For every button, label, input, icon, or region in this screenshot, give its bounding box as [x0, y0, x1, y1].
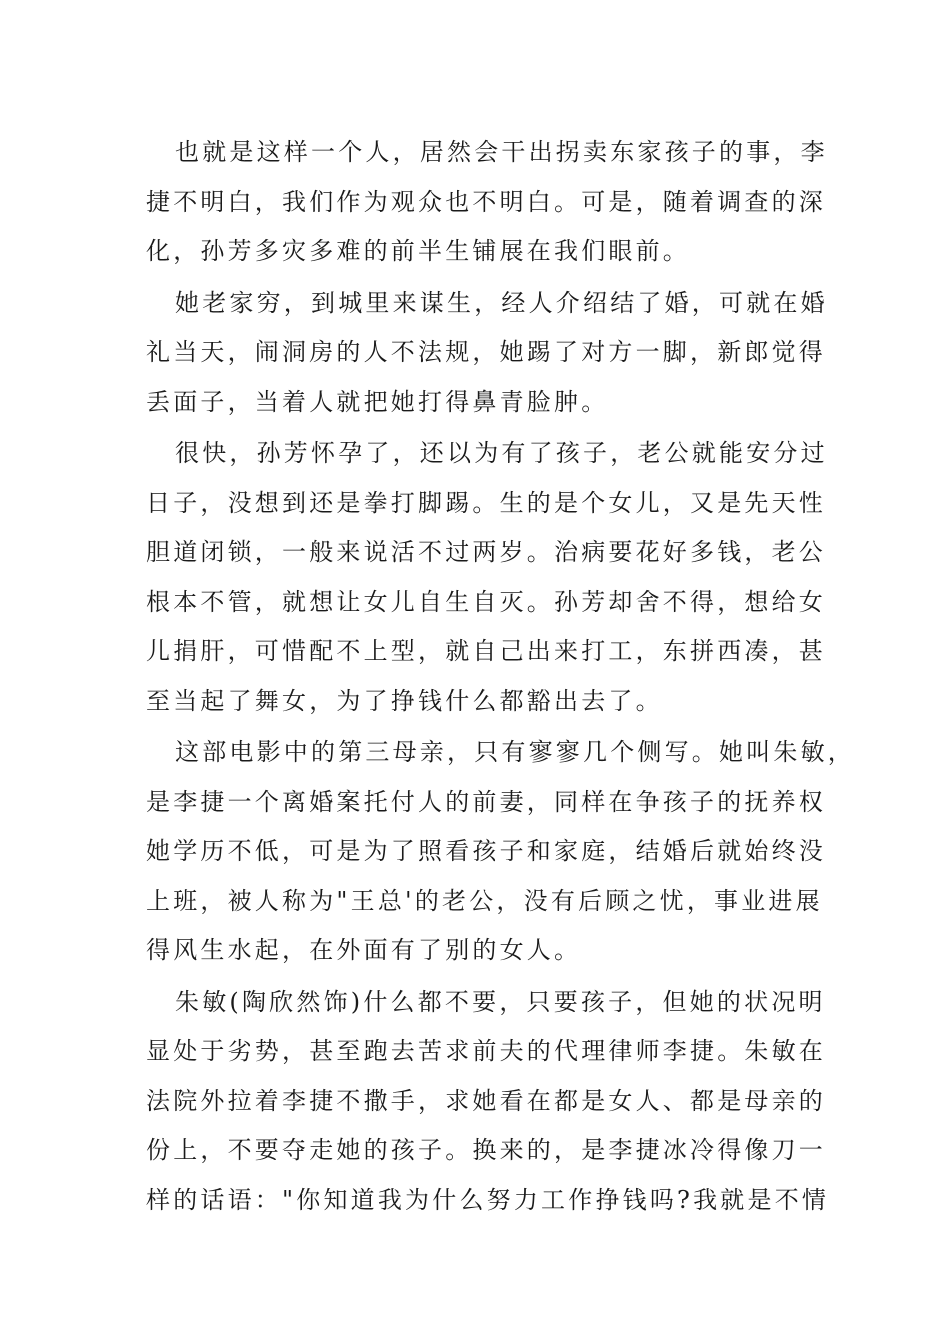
text-line: 胆道闭锁，一般来说活不过两岁。治病要花好多钱，老公	[146, 538, 826, 566]
text-line: 显处于劣势，甚至跑去苦求前夫的代理律师李捷。朱敏在	[146, 1037, 826, 1065]
text-line: 根本不管，就想让女儿自生自灭。孙芳却舍不得，想给女	[146, 587, 826, 616]
text-line: 日子，没想到还是拳打脚踢。生的是个女儿，又是先天性	[146, 488, 826, 517]
paragraph-5	[146, 978, 830, 1226]
text-line: 样的话语："你知道我为什么努力工作挣钱吗?我就是不情	[146, 1185, 830, 1214]
text-line: 很快，孙芳怀孕了，还以为有了孩子，老公就能安分过	[175, 439, 828, 467]
text-line: 丢面子，当着人就把她打得鼻青脸肿。	[146, 387, 609, 416]
text-line: 化，孙芳多灾多难的前半生铺展在我们眼前。	[146, 237, 690, 265]
text-line: 是李捷一个离婚案托付人的前妻，同样在争孩子的抚养权	[146, 787, 826, 816]
text-line: 至当起了舞女，为了挣钱什么都豁出去了。	[146, 686, 663, 715]
text-line: 捷不明白，我们作为观众也不明白。可是，随着调查的深	[146, 187, 826, 216]
paragraph-4	[146, 728, 855, 976]
text-line: 这部电影中的第三母亲，只有寥寥几个侧写。她叫朱敏，	[175, 738, 855, 766]
paragraph-3	[146, 429, 828, 726]
text-line: 她学历不低，可是为了照看孩子和家庭，结婚后就始终没	[146, 837, 826, 865]
text-line: 法院外拉着李捷不撒手，求她看在都是女人、都是母亲的	[146, 1086, 826, 1115]
text-line: 也就是这样一个人，居然会干出拐卖东家孩子的事，李	[175, 138, 828, 166]
text-line: 她老家穷，到城里来谋生，经人介绍结了婚，可就在婚	[175, 288, 828, 317]
text-line: 礼当天，闹洞房的人不法规，她踢了对方一脚，新郎觉得	[146, 338, 826, 366]
paragraph-2	[146, 279, 828, 428]
text-line: 份上，不要夺走她的孩子。换来的，是李捷冰冷得像刀一	[146, 1136, 826, 1164]
text-line: 朱敏(陶欣然饰)什么都不要，只要孩子，但她的状况明	[175, 987, 826, 1016]
document-body	[146, 128, 855, 1227]
text-line: 上班，被人称为"王总'的老公，没有后顾之忧，事业进展	[146, 886, 823, 915]
paragraph-1	[146, 128, 828, 277]
text-line: 得风生水起，在外面有了别的女人。	[146, 936, 582, 964]
text-line: 儿捐肝，可惜配不上型，就自己出来打工，东拼西凑，甚	[146, 637, 826, 665]
